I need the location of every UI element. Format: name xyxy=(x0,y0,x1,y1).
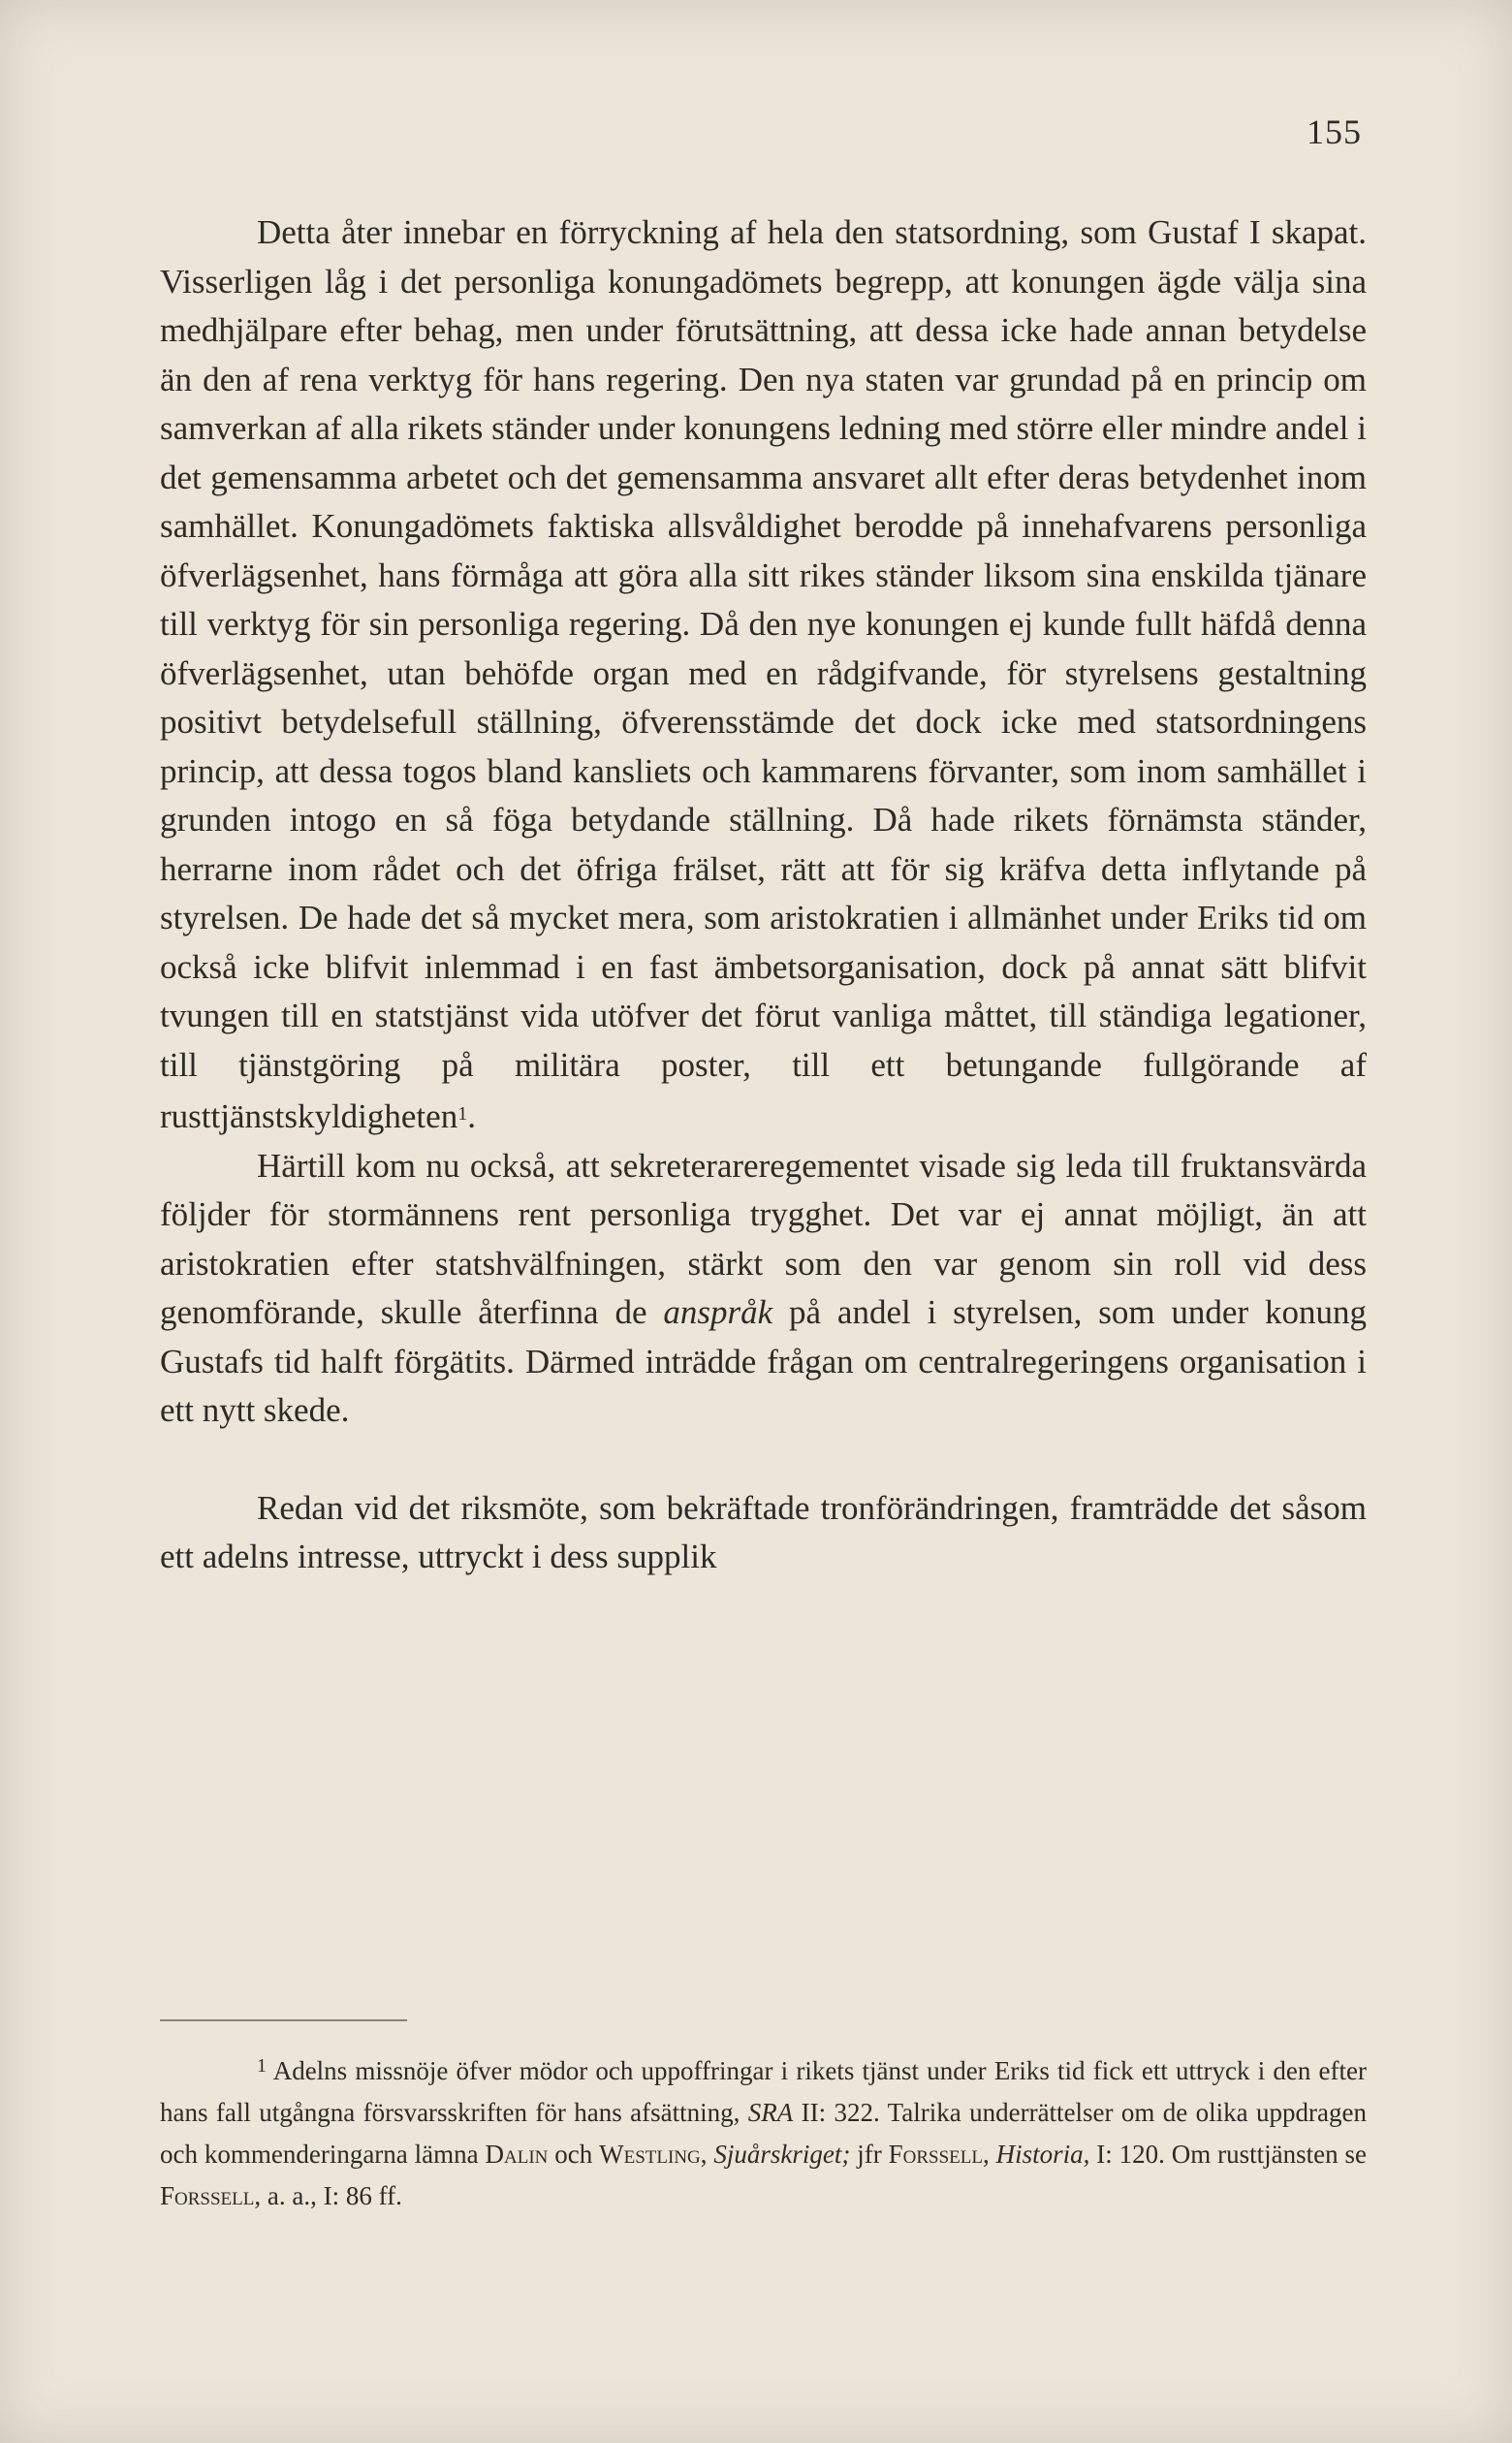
footnote-text: och xyxy=(548,2140,600,2169)
page-number: 155 xyxy=(1307,112,1362,151)
footnote-reference: 1 xyxy=(457,1103,468,1125)
footnote-text: , a. a., I: 86 ff. xyxy=(254,2181,402,2210)
footnote-text: , xyxy=(983,2140,996,2169)
footnote-text: Adelns missnöje öfver mödor och uppoffringar i rikets tjänst under Eriks tid fick ett uttryck i den efter hans fall utgångna försvarsskriften för hans afsättning, xyxy=(160,2056,1367,2127)
footnote-author: Westling xyxy=(599,2140,701,2169)
paragraph-2-emphasis: anspråk xyxy=(663,1293,773,1331)
paragraph-2 xyxy=(160,1142,1367,1436)
footnotes xyxy=(160,2046,1367,2217)
footnote-marker: 1 xyxy=(257,2055,267,2077)
paragraph-1-text: Detta åter innebar en förryckning af hela den statsordning, som Gustaf I skapat. Visserligen låg i det personliga konungadömets begrepp, att konungen ägde välja sina medhjälpare efter behag, men under förutsättning, att dessa icke hade annan betydelse än den af rena verktyg för hans regering. Den nya staten var grundad på en princip om samverkan af alla rikets ständer under konungens ledning med större eller mindre andel i det gemensamma arbetet och det gemensamma ansvaret allt efter deras betydenhet inom samhället. Konungadömets faktiska allsvåldighet berodde på innehafvarens personliga öfverlägsenhet, hans förmåga att göra alla sitt rikes ständer liksom sina enskilda tjänare till verktyg för sin personliga regering. Då den nye konungen ej kunde fullt häfdå denna öfverlägsenhet, utan behöfde organ med en rådgifvande, för styrelsens gestaltning positivt betydelsefull ställning, öfverensstämde det dock icke med statsordningens princip, att dessa togos bland kansliets och kammarens förvanter, som inom samhället i grunden intogo en så föga betydande ställning. Då hade rikets förnämsta ständer, herrarne inom rådet och det öfriga frälset, rätt att för sig kräfva detta inflytande på styrelsen. De hade det så mycket mera, som aristokratien i allmänhet under Eriks tid om också icke blifvit inlemmad i en fast ämbetsorganisation, dock på annat sätt blifvit tvungen till en statstjänst vida utöfver det förut vanliga måttet, till ständiga legationer, till tjänstgöring på militära poster, till ett betungande fullgörande af rusttjänstskyldigheten xyxy=(160,213,1367,1135)
footnote-text: , xyxy=(700,2140,714,2169)
paragraph-1 xyxy=(160,208,1367,1142)
paragraph-3: Redan vid det riksmöte, som bekräftade tronförändringen, framträdde det såsom ett adelns intresse, uttryckt i dess supplik xyxy=(160,1488,1367,1575)
footnote-author: Forssell xyxy=(888,2140,983,2169)
footnote-text: jfr xyxy=(850,2140,889,2169)
footnote-1 xyxy=(160,2046,1367,2217)
paragraph-2-text-after: på andel i styrelsen, som under konung Gustafs tid halft förgätits. Därmed inträdde frågan om centralregeringens organisation i ett nytt skede. xyxy=(160,1293,1367,1429)
footnote-reference-trail: . xyxy=(467,1097,476,1135)
footnote-citation: SRA xyxy=(747,2098,794,2127)
footnote-author: Forssell xyxy=(160,2181,255,2210)
footnote-citation: Historia, xyxy=(995,2140,1090,2169)
footnote-author: Dalin xyxy=(485,2140,549,2169)
footnote-text: II: 322. Talrika underrättelser om de olika uppdragen och kommenderingarna lämna xyxy=(160,2098,1367,2169)
paragraph-2-text-before: Härtill kom nu också, att sekreterareregementet visade sig leda till fruktansvärda följder för stormännens rent personliga trygghet. Det var ej annat möjligt, än att aristokratien efter statshvälfningen, stärkt som den var genom sin roll vid dess genomförande, skulle återfinna de xyxy=(160,1146,1367,1331)
footnote-divider xyxy=(160,2019,407,2021)
body-text xyxy=(160,208,1367,1582)
footnote-citation: Sjuårskriget; xyxy=(713,2140,851,2169)
footnote-text: I: 120. Om rusttjänsten se xyxy=(1089,2140,1367,2169)
